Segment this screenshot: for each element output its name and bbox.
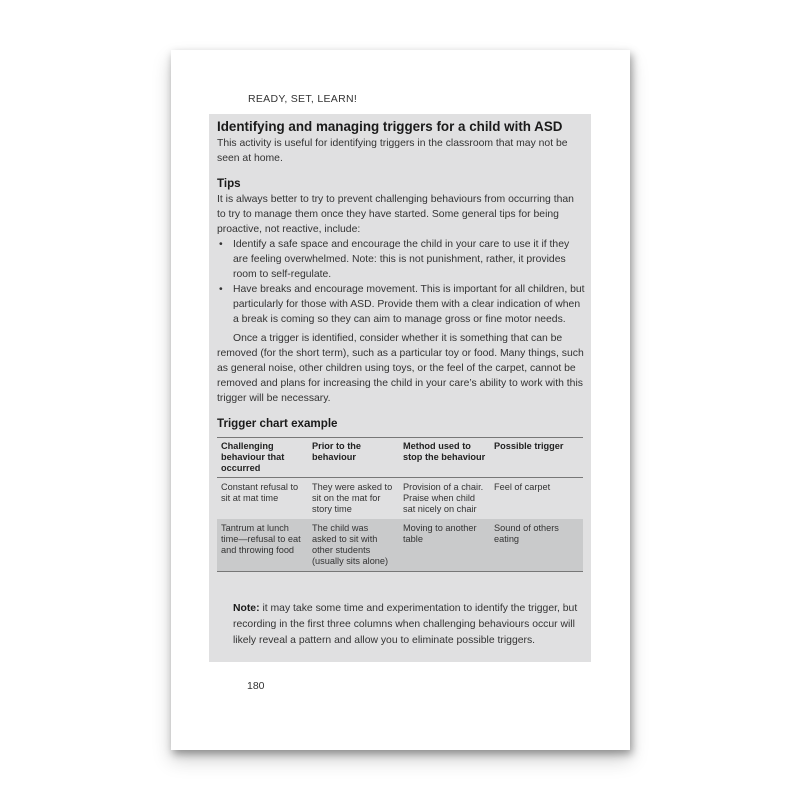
table-header-cell: Possible trigger	[490, 438, 583, 478]
table-cell: Provision of a chair. Praise when child sat nicely on chair	[403, 481, 484, 515]
activity-intro: This activity is useful for identifying triggers in the classroom that may not be seen at home.	[217, 138, 568, 164]
chart-heading: Trigger chart example	[217, 417, 338, 430]
trigger-chart-table	[217, 437, 583, 572]
note-text: it may take some time and experimentation to identify the trigger, but recording in the first three columns when challenging behaviours occur will likely reveal a pattern and allow you to eliminate possible triggers.	[233, 602, 578, 646]
tips-list	[217, 237, 585, 327]
running-head: READY, SET, LEARN!	[248, 93, 358, 105]
tips-list-item-text: Have breaks and encourage movement. This is important for all children, but particularly for those with ASD. Provide them with a clear indication of when a break is coming so they can aim to manage gross or fine motor needs.	[233, 284, 585, 325]
table-row	[217, 519, 583, 572]
activity-content	[217, 118, 585, 649]
note-paragraph	[233, 601, 578, 649]
bullet-icon: •	[219, 239, 223, 250]
table-header-cell: Prior to the behaviour	[308, 438, 399, 478]
table-cell: Constant refusal to sit at mat time	[221, 481, 299, 503]
table-header-cell: Method used to stop the behaviour	[399, 438, 490, 478]
table-row	[217, 477, 583, 519]
tips-lead: It is always better to try to prevent challenging behaviours from occurring than to try to manage them once they have started. Some general tips for being proactive, not reactive, include:	[217, 194, 574, 235]
table-cell: They were asked to sit on the mat for story time	[312, 481, 393, 515]
tips-list-item	[217, 282, 585, 327]
tips-heading: Tips	[217, 177, 241, 190]
tips-follow-up: Once a trigger is identified, consider whether it is something that can be removed (for the short term), such as a particular toy or food. Many things, such as general noise, other children using toys, or the feel of the carpet, cannot be removed and plans for increasing the child in your care’s ability to work with this trigger will be necessary.	[217, 333, 584, 404]
page-number: 180	[247, 680, 265, 692]
activity-title: Identifying and managing triggers for a child with ASD	[217, 119, 563, 134]
table-cell: Tantrum at lunch time—refusal to eat and throwing food	[217, 519, 308, 572]
bullet-icon: •	[219, 284, 223, 295]
table-header-cell: Challenging behaviour that occurred	[217, 438, 308, 478]
table-cell: Moving to another table	[399, 519, 490, 572]
table-header-row	[217, 438, 583, 478]
table-cell: Feel of carpet	[494, 481, 551, 492]
table-cell: Sound of others eating	[490, 519, 583, 572]
note-label: Note:	[233, 602, 260, 614]
tips-list-item-text: Identify a safe space and encourage the child in your care to use it if they are feeling overwhelmed. Note: this is not punishment, rather, it provides room to self-regulate.	[233, 239, 570, 280]
tips-list-item	[217, 237, 585, 282]
table-cell: The child was asked to sit with other students (usually sits alone)	[308, 519, 399, 572]
